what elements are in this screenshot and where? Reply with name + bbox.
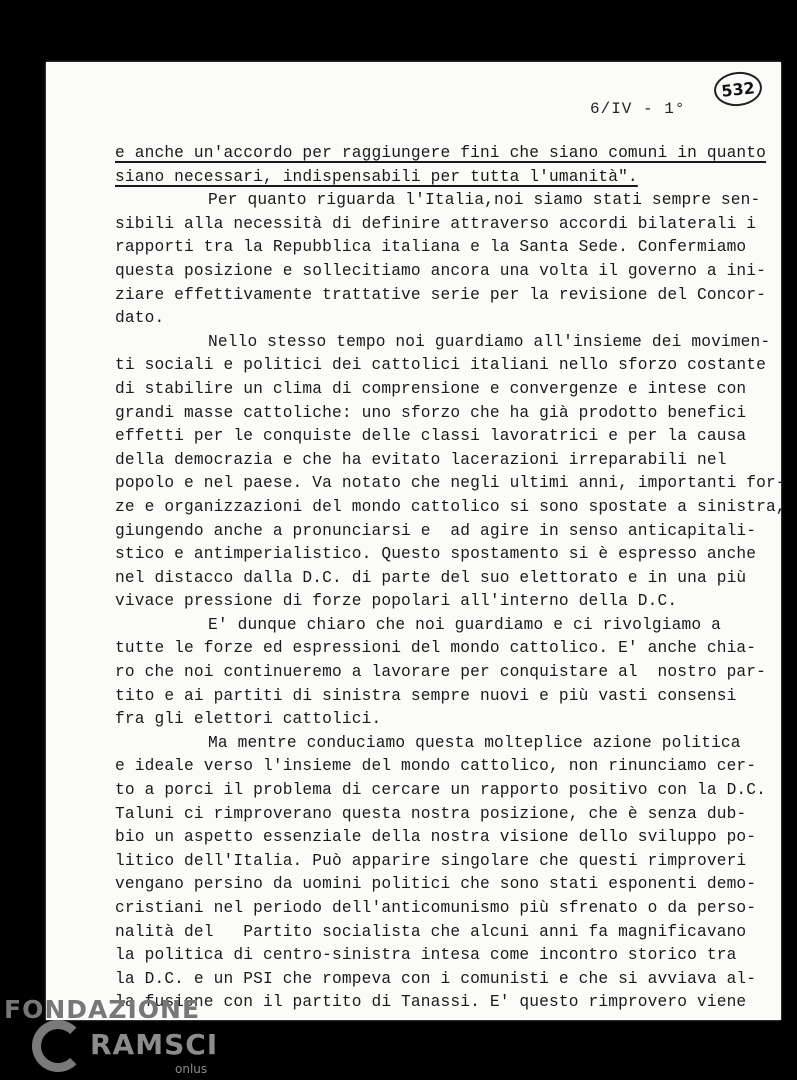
text-line: tutte le forze ed espressioni del mondo cattolico. E' anche chia- [115,639,757,658]
watermark-line2: RAMSCI [90,1028,219,1061]
g-logo-icon [32,1020,84,1072]
text-line: dato. [115,309,165,328]
text-line: Ma mentre conduciamo questa molteplice azione politica [208,733,741,752]
text-line: rapporti tra la Repubblica italiana e la Santa Sede. Confermiamo [115,238,747,257]
watermark-line3: onlus [175,1062,208,1076]
text-line: stico e antimperialistico. Questo spostamento si è espresso anche [115,545,757,564]
text-line: tito e ai partiti di sinistra sempre nuovi e più vasti consensi [115,686,737,705]
text-line: cristiani nel periodo dell'anticomunismo più sfrenato o da perso- [115,899,757,917]
text-line: la politica di centro-sinistra intesa come incontro storico tra [115,946,737,965]
watermark-logo [0,990,230,1080]
text-line: to a porci il problema di cercare un rapporto positivo con la D.C. [115,781,767,800]
text-line: vivace pressione di forze popolari all'interno della D.C. [115,592,678,611]
text-line: ziare effettivamente trattative serie per la revisione del Concor- [115,285,767,304]
archive-stamp: 532 [712,70,763,109]
text-line: grandi masse cattoliche: uno sforzo che ha già prodotto benefici [115,403,747,422]
text-line: questa posizione e sollecitiamo ancora una volta il governo a ini- [115,261,767,280]
text-line: nalità del Partito socialista che alcuni anni fa magnificavano [115,922,747,941]
text-line: ze e organizzazioni del mondo cattolico si sono spostate a sinistra, [115,497,786,516]
body-text [115,142,786,1015]
text-line: fra gli elettori cattolici. [115,710,382,729]
text-line: di stabilire un clima di comprensione e convergenze e intese con [115,379,747,398]
text-line: Taluni ci rimproverano questa nostra posizione, che è senza dub- [115,804,747,823]
text-line: siano necessari, indispensabili per tutta l'umanità". [115,167,638,186]
text-line: e anche un'accordo per raggiungere fini che siano comuni in quanto [115,144,767,162]
text-line: Per quanto riguarda l'Italia,noi siamo stati sempre sen- [208,191,761,210]
text-line: nel distacco dalla D.C. di parte del suo elettorato e in una più [115,568,747,587]
text-line: ti sociali e politici dei cattolici italiani nello sforzo costante [115,356,767,375]
text-line: la fusione con il partito di Tanassi. E' questo rimprovero viene [115,993,747,1012]
text-line: vengano persino da uomini politici che sono stati esponenti demo- [115,875,757,894]
text-line: ro che noi continueremo a lavorare per conquistare al nostro par- [115,663,767,682]
watermark-line1: FONDAZIONE [4,995,201,1024]
text-line: bio un aspetto essenziale della nostra visione dello sviluppo po- [115,828,757,847]
text-line: Nello stesso tempo noi guardiamo all'insieme dei movimen- [208,332,771,351]
text-line: la D.C. e un PSI che rompeva con i comunisti e che si avviava al- [115,969,757,988]
text-line: litico dell'Italia. Può apparire singolare che questi rimproveri [115,851,747,870]
text-line: giungendo anche a pronunciarsi e ad agire in senso anticapitali- [115,521,757,540]
text-line: popolo e nel paese. Va notato che negli ultimi anni, importanti for- [115,474,786,493]
text-line: della democrazia e che ha evitato lacerazioni irreparabili nel [115,450,727,469]
page-reference: 6/IV - 1° [590,100,686,118]
text-line: E' dunque chiaro che noi guardiamo e ci rivolgiamo a [208,615,721,634]
text-line: e ideale verso l'insieme del mondo cattolico, non rinunciamo cer- [115,757,757,776]
text-line: effetti per le conquiste delle classi lavoratrici e per la causa [115,427,747,446]
text-line: sibili alla necessità di definire attraverso accordi bilaterali i [115,214,757,233]
